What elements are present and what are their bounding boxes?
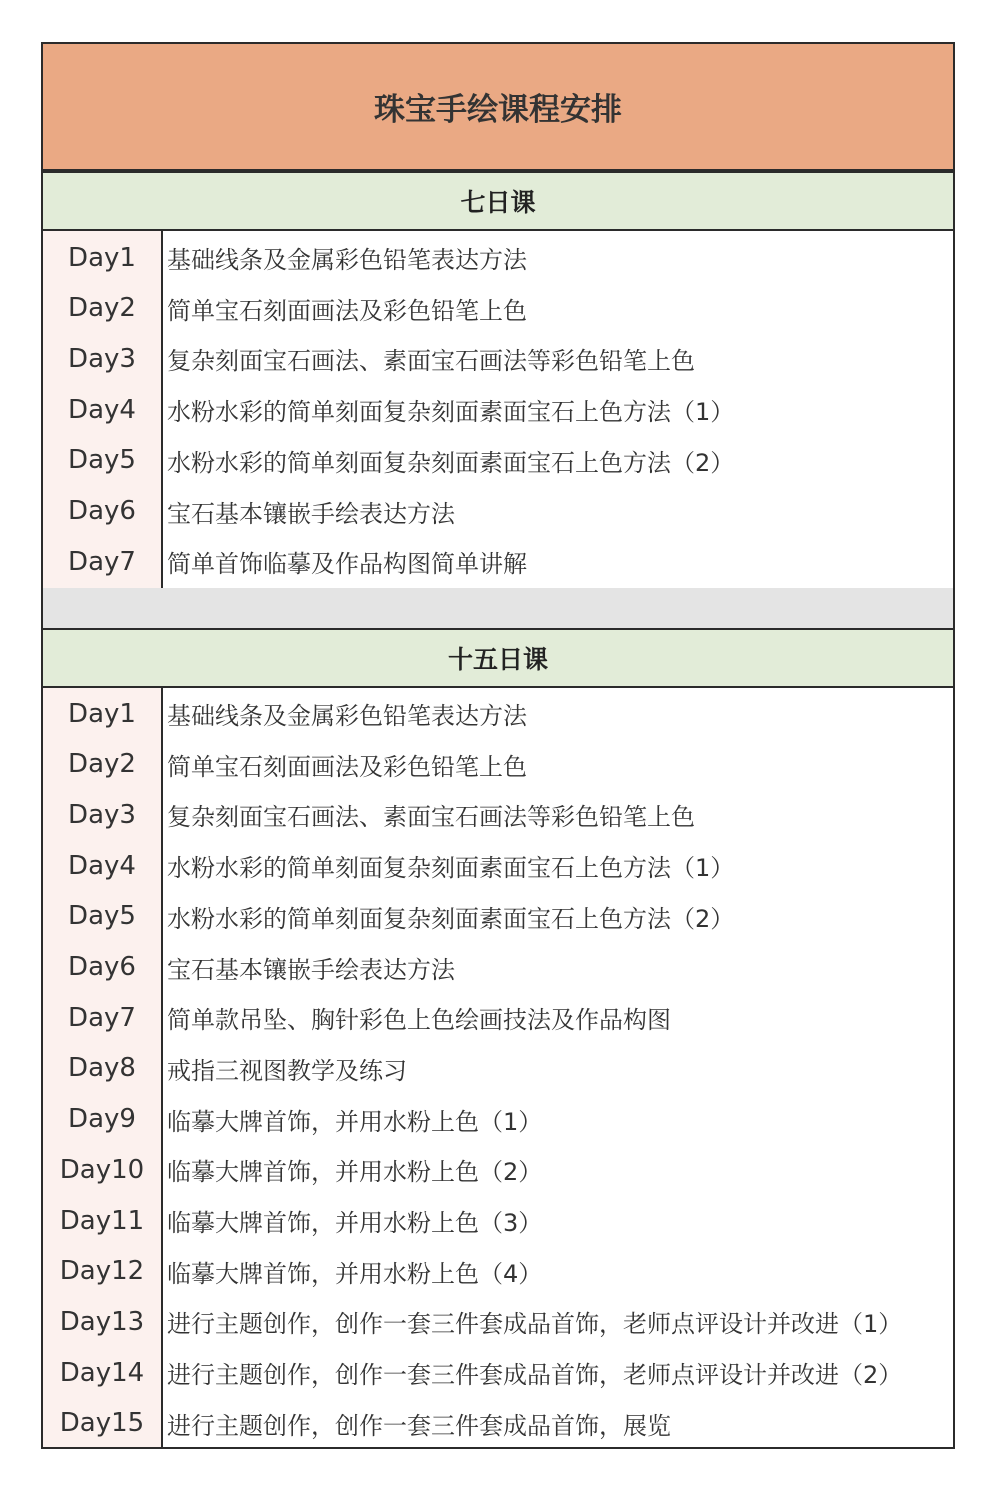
table-row bbox=[43, 1246, 953, 1297]
lesson-description: 水粉水彩的简单刻面复杂刻面素面宝石上色方法（1） bbox=[167, 854, 735, 883]
table-row bbox=[43, 232, 953, 283]
table-row bbox=[43, 1043, 953, 1094]
lesson-description: 水粉水彩的简单刻面复杂刻面素面宝石上色方法（1） bbox=[167, 398, 735, 427]
course-schedule-table bbox=[41, 42, 955, 1449]
lesson-description: 复杂刻面宝石画法、素面宝石画法等彩色铅笔上色 bbox=[167, 347, 695, 376]
day-label: Day11 bbox=[59, 1205, 145, 1236]
table-row bbox=[43, 283, 953, 334]
table-row bbox=[43, 891, 953, 942]
day-label: Day10 bbox=[59, 1154, 145, 1185]
table-row bbox=[43, 384, 953, 435]
table-row bbox=[43, 1296, 953, 1347]
day-label: Day15 bbox=[59, 1408, 145, 1439]
lesson-description: 临摹大牌首饰，并用水粉上色（1） bbox=[167, 1107, 543, 1136]
lesson-description: 简单款吊坠、胸针彩色上色绘画技法及作品构图 bbox=[167, 1006, 671, 1035]
lesson-description: 水粉水彩的简单刻面复杂刻面素面宝石上色方法（2） bbox=[167, 904, 735, 933]
day-label: Day8 bbox=[68, 1053, 136, 1084]
day-label: Day1 bbox=[68, 698, 136, 729]
lesson-description: 临摹大牌首饰，并用水粉上色（4） bbox=[167, 1259, 543, 1288]
section-separator bbox=[43, 588, 953, 628]
day-label: Day12 bbox=[59, 1256, 145, 1287]
day-label: Day4 bbox=[68, 850, 136, 881]
lesson-description: 临摹大牌首饰，并用水粉上色（3） bbox=[167, 1209, 543, 1237]
table-row bbox=[43, 435, 953, 486]
day-label: Day2 bbox=[68, 749, 136, 780]
lesson-description: 戒指三视图教学及练习 bbox=[167, 1056, 407, 1085]
lesson-description: 简单首饰临摹及作品构图简单讲解 bbox=[167, 550, 527, 579]
table-row bbox=[43, 789, 953, 840]
seven-day-rows bbox=[43, 231, 953, 588]
lesson-description: 基础线条及金属彩色铅笔表达方法 bbox=[167, 246, 527, 274]
day-label: Day13 bbox=[59, 1306, 145, 1337]
day-label: Day1 bbox=[68, 242, 136, 273]
table-row bbox=[43, 536, 953, 587]
day-label: Day4 bbox=[68, 394, 136, 425]
lesson-description: 简单宝石刻面画法及彩色铅笔上色 bbox=[167, 752, 527, 781]
lesson-description: 宝石基本镶嵌手绘表达方法 bbox=[167, 499, 455, 528]
lesson-description: 简单宝石刻面画法及彩色铅笔上色 bbox=[167, 296, 527, 325]
table-row bbox=[43, 739, 953, 790]
table-row bbox=[43, 486, 953, 537]
lesson-description: 宝石基本镶嵌手绘表达方法 bbox=[167, 955, 455, 984]
lesson-description: 临摹大牌首饰，并用水粉上色（2） bbox=[167, 1158, 543, 1187]
table-row bbox=[43, 1398, 953, 1449]
table-row bbox=[43, 1094, 953, 1145]
day-label: Day6 bbox=[68, 496, 136, 526]
lesson-description: 进行主题创作，创作一套三件套成品首饰，展览 bbox=[167, 1411, 671, 1440]
day-label: Day9 bbox=[68, 1104, 136, 1135]
table-row bbox=[43, 1347, 953, 1398]
day-label: Day3 bbox=[68, 343, 136, 374]
section-heading-seven-day: 七日课 bbox=[43, 171, 953, 231]
table-title: 珠宝手绘课程安排 bbox=[43, 44, 953, 171]
lesson-description: 进行主题创作，创作一套三件套成品首饰，老师点评设计并改进（1） bbox=[167, 1310, 903, 1339]
table-row bbox=[43, 840, 953, 891]
table-row bbox=[43, 942, 953, 993]
lesson-description: 水粉水彩的简单刻面复杂刻面素面宝石上色方法（2） bbox=[167, 448, 735, 477]
day-label: Day6 bbox=[68, 952, 136, 982]
table-row bbox=[43, 1144, 953, 1195]
lesson-description: 复杂刻面宝石画法、素面宝石画法等彩色铅笔上色 bbox=[167, 803, 695, 832]
fifteen-day-rows bbox=[43, 688, 953, 1447]
day-label: Day14 bbox=[59, 1357, 145, 1388]
day-label: Day2 bbox=[68, 293, 136, 324]
lesson-description: 基础线条及金属彩色铅笔表达方法 bbox=[167, 702, 527, 730]
day-label: Day5 bbox=[68, 901, 136, 932]
day-label: Day7 bbox=[68, 546, 136, 577]
table-row bbox=[43, 1195, 953, 1246]
table-row bbox=[43, 333, 953, 384]
table-row bbox=[43, 688, 953, 739]
lesson-description: 进行主题创作，创作一套三件套成品首饰，老师点评设计并改进（2） bbox=[167, 1361, 903, 1390]
day-label: Day5 bbox=[68, 445, 136, 476]
day-label: Day7 bbox=[68, 1002, 136, 1033]
section-heading-fifteen-day: 十五日课 bbox=[43, 628, 953, 688]
table-row bbox=[43, 992, 953, 1043]
day-label: Day3 bbox=[68, 799, 136, 830]
